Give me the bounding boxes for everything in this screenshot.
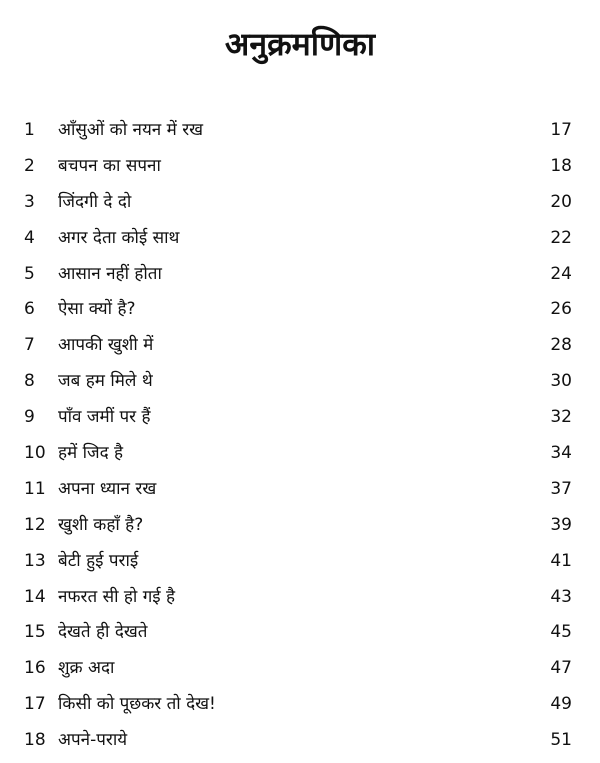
toc-entry — [0, 727, 600, 763]
entry-number: 16 — [24, 658, 46, 679]
entry-number: 13 — [24, 550, 46, 571]
entry-page-number: 28 — [550, 335, 572, 356]
toc-entry — [0, 117, 600, 153]
toc-entry — [0, 296, 600, 332]
entry-title: शुक्र अदा — [58, 658, 115, 679]
entry-number: 7 — [24, 335, 35, 356]
entry-title: अगर देता कोई साथ — [58, 227, 180, 248]
toc-entry — [0, 476, 600, 512]
entry-title: जब हम मिले थे — [58, 371, 153, 392]
toc-entry — [0, 548, 600, 584]
entry-title: देखते ही देखते — [58, 622, 148, 643]
entry-number: 6 — [24, 299, 35, 320]
entry-page-number: 32 — [550, 407, 572, 428]
entry-number: 8 — [24, 371, 35, 392]
toc-entry — [0, 189, 600, 225]
entry-page-number: 45 — [550, 622, 572, 643]
entry-number: 5 — [24, 263, 35, 284]
entry-page-number: 34 — [550, 443, 572, 464]
entry-number: 1 — [24, 120, 35, 140]
entry-number: 3 — [24, 191, 35, 212]
entry-title: बेटी हुई पराई — [58, 550, 139, 571]
toc-entry — [0, 440, 600, 476]
entry-number: 15 — [24, 622, 46, 643]
entry-page-number: 17 — [550, 120, 572, 140]
toc-entry — [0, 225, 600, 261]
entry-number: 12 — [24, 514, 46, 535]
entry-title: खुशी कहाँ है? — [58, 514, 144, 535]
entry-title: बचपन का सपना — [58, 155, 161, 176]
entry-title: आसान नहीं होता — [58, 263, 162, 284]
entry-title: जिंदगी दे दो — [58, 191, 132, 212]
entry-number: 11 — [24, 478, 46, 499]
entry-number: 9 — [24, 407, 35, 428]
table-of-contents — [0, 117, 600, 763]
entry-page-number: 30 — [550, 371, 572, 392]
entry-title: पाँव जमीं पर हैं — [58, 407, 151, 428]
entry-page-number: 22 — [550, 227, 572, 248]
entry-title: ऐसा क्यों है? — [58, 299, 136, 320]
entry-number: 2 — [24, 155, 35, 176]
entry-number: 10 — [24, 443, 46, 464]
entry-page-number: 24 — [550, 263, 572, 284]
toc-entry — [0, 368, 600, 404]
toc-entry — [0, 691, 600, 727]
page-title: अनुक्रमणिका — [224, 25, 376, 63]
entry-title: नफरत सी हो गई है — [58, 586, 176, 607]
toc-entry — [0, 261, 600, 297]
toc-entry — [0, 512, 600, 548]
entry-title: किसी को पूछकर तो देख! — [58, 694, 216, 715]
entry-page-number: 43 — [550, 586, 572, 607]
entry-title: अपने-पराये — [58, 730, 128, 751]
entry-title: हमें जिद है — [58, 443, 124, 464]
entry-page-number: 20 — [550, 191, 572, 212]
entry-page-number: 39 — [550, 514, 572, 535]
entry-title: आँसुओं को नयन में रख — [58, 120, 204, 140]
toc-entry — [0, 332, 600, 368]
entry-number: 17 — [24, 694, 46, 715]
entry-title: अपना ध्यान रख — [58, 478, 157, 499]
toc-entry — [0, 655, 600, 691]
toc-entry — [0, 153, 600, 189]
entry-page-number: 49 — [550, 694, 572, 715]
entry-page-number: 41 — [550, 550, 572, 571]
entry-page-number: 51 — [550, 730, 572, 751]
toc-entry — [0, 584, 600, 620]
toc-entry — [0, 619, 600, 655]
entry-number: 4 — [24, 227, 35, 248]
entry-title: आपकी खुशी में — [58, 335, 154, 356]
toc-entry — [0, 404, 600, 440]
entry-number: 18 — [24, 730, 46, 751]
entry-page-number: 18 — [550, 155, 572, 176]
entry-number: 14 — [24, 586, 46, 607]
entry-page-number: 47 — [550, 658, 572, 679]
entry-page-number: 26 — [550, 299, 572, 320]
entry-page-number: 37 — [550, 478, 572, 499]
